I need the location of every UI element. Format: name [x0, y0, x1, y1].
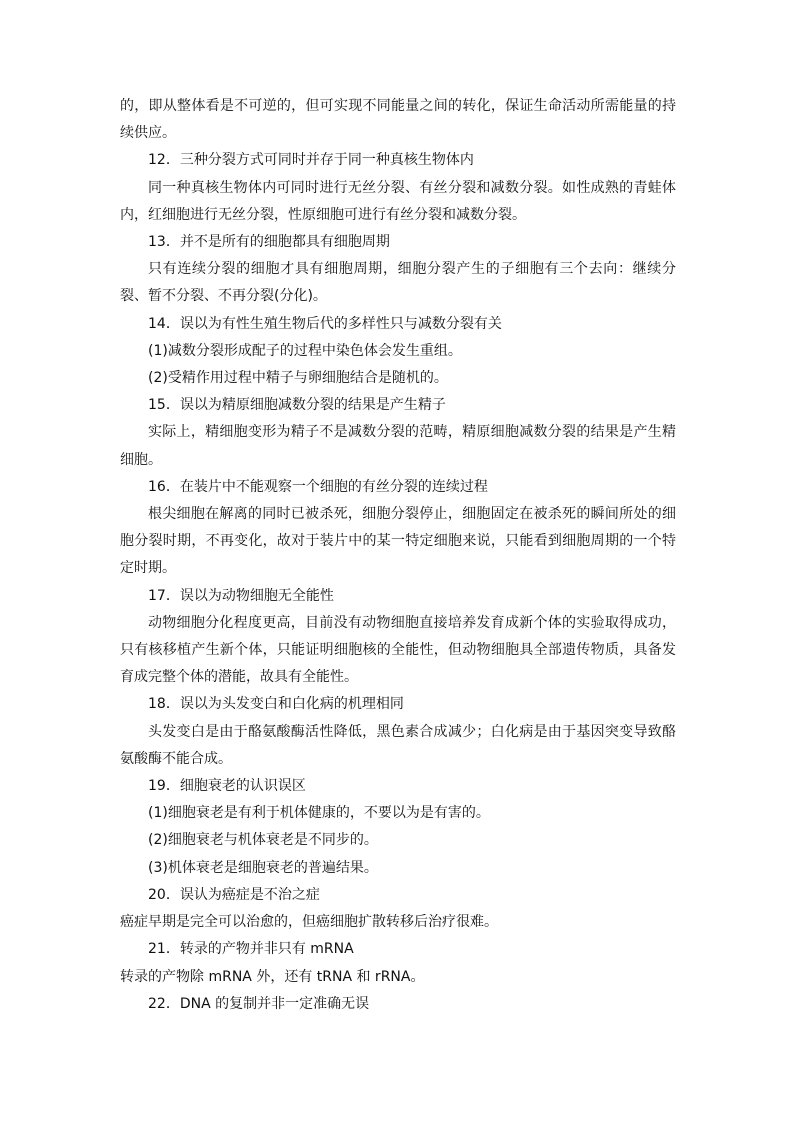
section-19-item-3: (3)机体衰老是细胞衰老的普遍结果。 — [148, 859, 378, 876]
continued-paragraph: 的，即从整体看是不可逆的，但可实现不同能量之间的转化，保证生命活动所需能量的持续供应。 — [120, 98, 676, 142]
document-body — [120, 93, 676, 1018]
section-heading-17: 17．误以为动物细胞无全能性 — [148, 587, 334, 604]
section-body-17: 动物细胞分化程度更高，目前没有动物细胞直接培养发育成新个体的实验取得成功，只有核移植产生新个体，只能证明细胞核的全能性，但动物细胞具全部遗传物质，具备发育成完整个体的潜能，故具有全能性。 — [120, 614, 676, 686]
section-heading-14: 14．误以为有性生殖生物后代的多样性只与减数分裂有关 — [148, 315, 502, 332]
section-heading-16: 16．在装片中不能观察一个细胞的有丝分裂的连续过程 — [148, 478, 488, 495]
section-body-15: 实际上，精细胞变形为精子不是减数分裂的范畴，精原细胞减数分裂的结果是产生精细胞。 — [120, 424, 676, 468]
section-body-21: 转录的产物除 mRNA 外，还有 tRNA 和 rRNA。 — [120, 968, 425, 985]
section-14-item-1: (1)减数分裂形成配子的过程中染色体会发生重组。 — [148, 342, 462, 359]
section-body-20: 癌症早期是完全可以治愈的，但癌细胞扩散转移后治疗很难。 — [120, 914, 498, 931]
section-19-item-2: (2)细胞衰老与机体衰老是不同步的。 — [148, 832, 378, 849]
section-body-16: 根尖细胞在解离的同时已被杀死，细胞分裂停止，细胞固定在被杀死的瞬间所处的细胞分裂时期，不再变化，故对于装片中的某一特定细胞来说，只能看到细胞周期的一个特定时期。 — [120, 506, 676, 577]
section-body-13: 只有连续分裂的细胞才具有细胞周期，细胞分裂产生的子细胞有三个去向：继续分裂、暂不分裂、不再分裂(分化)。 — [120, 261, 676, 305]
section-body-18: 头发变白是由于酪氨酸酶活性降低，黑色素合成减少；白化病是由于基因突变导致酪氨酸酶不能合成。 — [120, 723, 676, 767]
section-heading-20: 20．误认为癌症是不治之症 — [148, 886, 320, 903]
section-19-item-1: (1)细胞衰老是有利于机体健康的，不要以为是有害的。 — [148, 805, 490, 822]
section-body-12: 同一种真核生物体内可同时进行无丝分裂、有丝分裂和减数分裂。如性成熟的青蛙体内，红细胞进行无丝分裂，性原细胞可进行有丝分裂和减数分裂。 — [120, 179, 676, 223]
section-heading-12: 12．三种分裂方式可同时并存于同一种真核生物体内 — [148, 152, 474, 169]
section-heading-18: 18．误以为头发变白和白化病的机理相同 — [148, 696, 404, 713]
section-heading-15: 15．误以为精原细胞减数分裂的结果是产生精子 — [148, 397, 446, 414]
section-heading-22: 22．DNA 的复制并非一定准确无误 — [148, 995, 370, 1012]
section-heading-13: 13．并不是所有的细胞都具有细胞周期 — [148, 234, 390, 251]
section-14-item-2: (2)受精作用过程中精子与卵细胞结合是随机的。 — [148, 370, 448, 387]
section-heading-19: 19．细胞衰老的认识误区 — [148, 778, 306, 795]
section-heading-21: 21．转录的产物并非只有 mRNA — [148, 941, 354, 958]
